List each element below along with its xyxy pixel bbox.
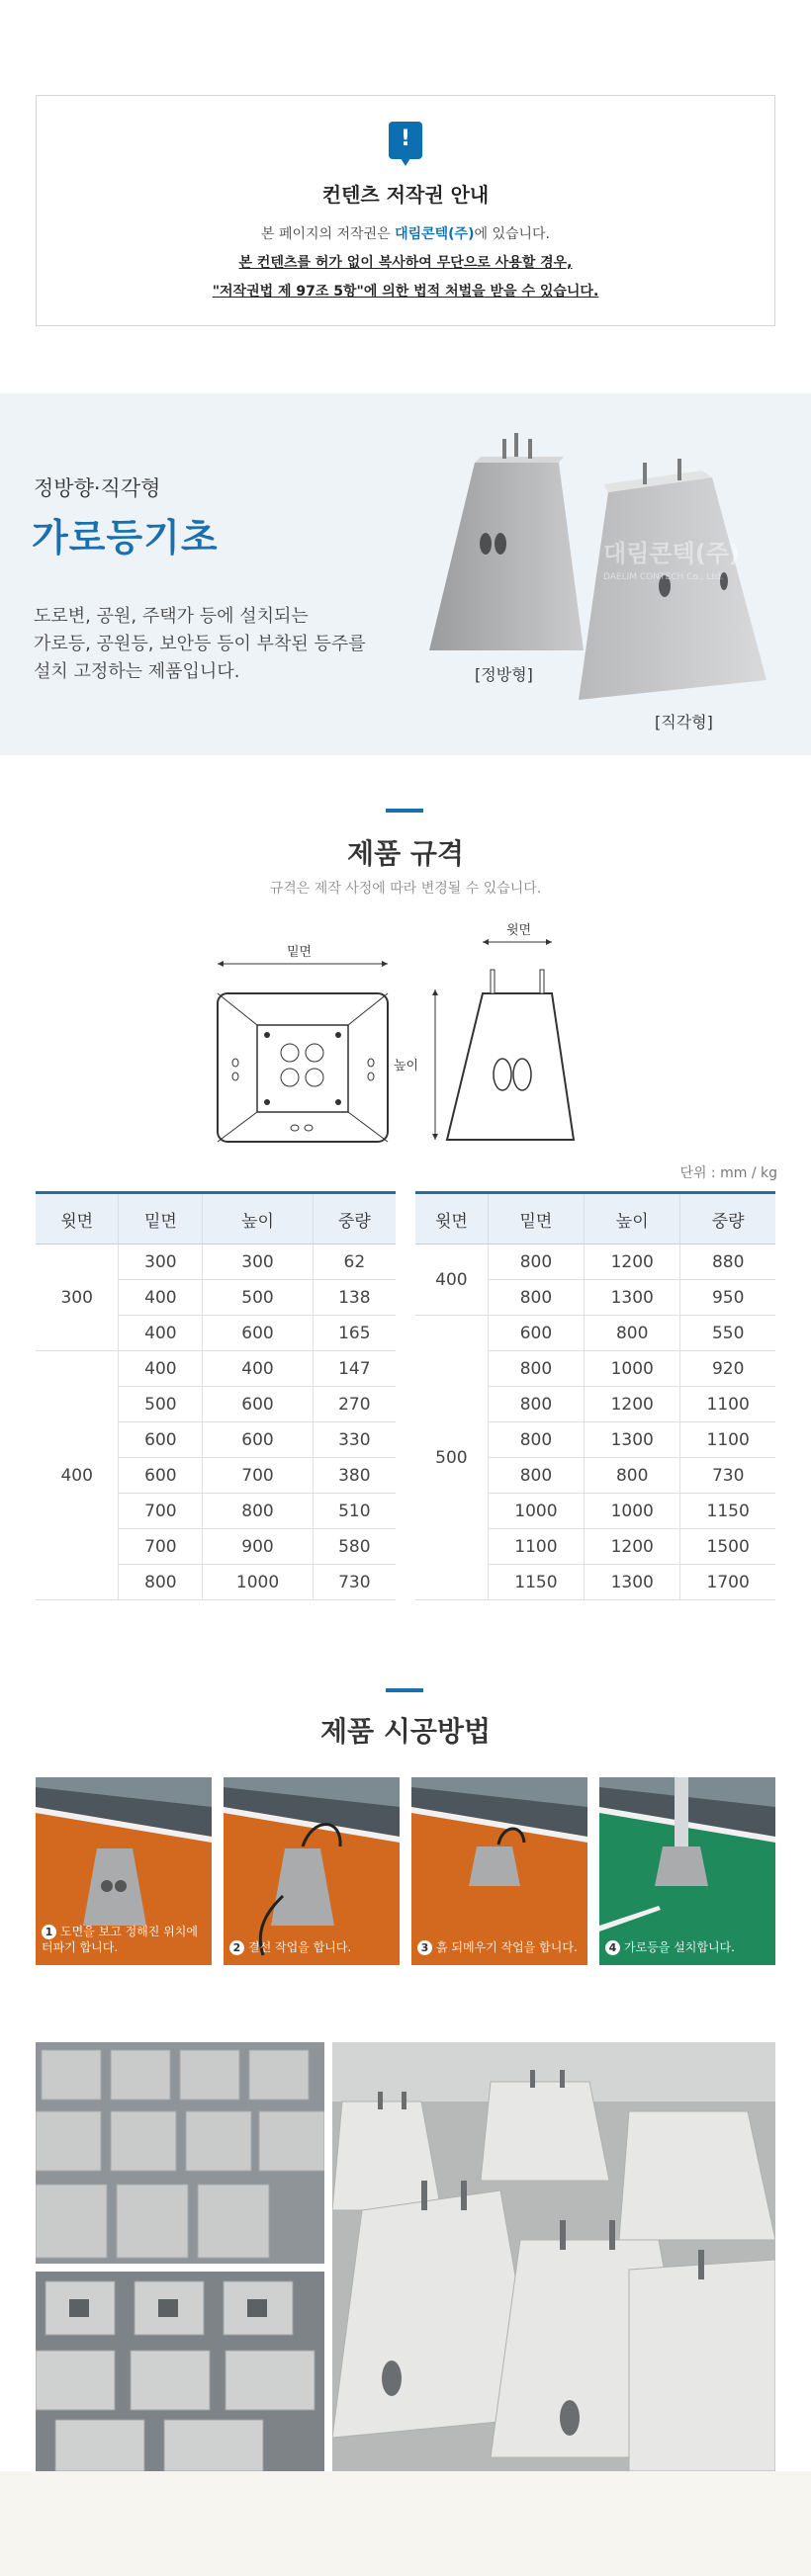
top-size-cell: 500 (415, 1316, 488, 1600)
table-cell: 700 (119, 1529, 203, 1565)
watermark-text: 대림콘텍(주) (603, 540, 740, 567)
table-cell: 1100 (680, 1387, 775, 1422)
table-cell: 138 (313, 1280, 396, 1316)
photo-1-image (36, 2042, 324, 2264)
spec-table-right (415, 1191, 775, 1600)
table-header-cell: 높이 (585, 1193, 680, 1245)
table-row (36, 1351, 396, 1387)
step-text: 결선 작업을 합니다. (248, 1940, 352, 1954)
table-cell: 1300 (585, 1280, 680, 1316)
step-2-image (224, 1777, 400, 1965)
table-header-cell: 높이 (203, 1193, 313, 1245)
table-cell: 1200 (585, 1387, 680, 1422)
notice-title: 컨텐츠 저작권 안내 (321, 183, 490, 207)
top-size-cell: 400 (415, 1245, 488, 1316)
table-cell: 600 (203, 1387, 313, 1422)
table-cell: 800 (488, 1280, 584, 1316)
foundation-product-image (415, 433, 791, 739)
table-cell: 1000 (488, 1494, 584, 1529)
table-cell: 700 (203, 1458, 313, 1494)
table-cell: 920 (680, 1351, 775, 1387)
table-cell: 800 (585, 1458, 680, 1494)
table-cell: 1700 (680, 1565, 775, 1600)
product-intro (0, 393, 811, 755)
notice-line-1 (37, 223, 774, 243)
install-steps (36, 1777, 775, 1965)
table-cell: 880 (680, 1245, 775, 1280)
spec-table-left (36, 1191, 396, 1600)
section-accent-bar (386, 809, 423, 813)
table-cell: 1150 (680, 1494, 775, 1529)
step-3-image (411, 1777, 587, 1965)
step-4-image (599, 1777, 775, 1965)
install-step-2 (224, 1777, 400, 1965)
table-cell: 700 (119, 1494, 203, 1529)
table-header-cell: 중량 (680, 1193, 775, 1245)
table-cell: 600 (488, 1316, 584, 1351)
product-photo-3 (332, 2042, 775, 2471)
install-title: 제품 시공방법 (319, 1715, 492, 1748)
notice-line-2: 본 컨텐츠를 허가 없이 복사하여 무단으로 사용할 경우, (238, 255, 573, 271)
table-cell: 580 (313, 1529, 396, 1565)
table-cell: 1300 (585, 1422, 680, 1458)
install-step-1 (36, 1777, 212, 1965)
intro-desc-line: 가로등, 공원등, 보안등 등이 부착된 등주를 (34, 634, 366, 654)
caption-square: [정방형] (475, 665, 533, 684)
table-header-cell: 중량 (313, 1193, 396, 1245)
table-row (36, 1245, 396, 1280)
table-cell: 400 (119, 1316, 203, 1351)
table-cell: 1000 (585, 1351, 680, 1387)
table-cell: 147 (313, 1351, 396, 1387)
install-step-3 (411, 1777, 587, 1965)
table-cell: 800 (585, 1316, 680, 1351)
table-cell: 900 (203, 1529, 313, 1565)
table-cell: 800 (203, 1494, 313, 1529)
table-cell: 800 (488, 1422, 584, 1458)
notice-line-1-suffix: 에 있습니다. (474, 226, 551, 242)
table-cell: 330 (313, 1422, 396, 1458)
caption-right-angle: [직각형] (655, 713, 713, 731)
diagram-top-label: 윗면 (506, 923, 532, 938)
step-number: 1 (42, 1925, 56, 1939)
table-cell: 500 (203, 1280, 313, 1316)
intro-desc-line: 도로변, 공원, 주택가 등에 설치되는 (34, 606, 309, 627)
step-text: 도면을 보고 정해진 위치에 터파기 합니다. (42, 1925, 198, 1954)
table-header-row (36, 1193, 396, 1245)
step-number: 2 (229, 1940, 244, 1955)
table-cell: 800 (488, 1245, 584, 1280)
table-cell: 600 (119, 1422, 203, 1458)
spec-title: 제품 규격 (347, 837, 464, 870)
table-cell: 550 (680, 1316, 775, 1351)
table-cell: 950 (680, 1280, 775, 1316)
table-row (415, 1316, 775, 1351)
top-size-cell: 400 (36, 1351, 119, 1600)
table-cell: 165 (313, 1316, 396, 1351)
step-number: 4 (605, 1940, 620, 1955)
table-cell: 1000 (585, 1494, 680, 1529)
diagram-bottom-label: 밑면 (287, 945, 313, 960)
table-cell: 62 (313, 1245, 396, 1280)
table-cell: 800 (119, 1565, 203, 1600)
page-footer (0, 2471, 811, 2576)
intro-description (34, 603, 409, 686)
table-cell: 1200 (585, 1245, 680, 1280)
step-caption (229, 1939, 394, 1955)
table-cell: 1150 (488, 1565, 584, 1600)
intro-title: 가로등기초 (32, 516, 219, 559)
photo-2-image (36, 2272, 324, 2471)
table-cell: 1100 (488, 1529, 584, 1565)
table-cell: 800 (488, 1387, 584, 1422)
photo-3-image (332, 2042, 775, 2471)
table-cell: 600 (203, 1316, 313, 1351)
watermark-text-en: DAELIM CONTECH Co., Ltd. (603, 572, 724, 582)
table-cell: 400 (203, 1351, 313, 1387)
table-row (415, 1245, 775, 1280)
notice-line-3: "저작권법 제 97조 5항"에 의한 법적 처벌을 받을 수 있습니다. (212, 284, 599, 300)
step-number: 3 (417, 1940, 432, 1955)
table-header-cell: 윗면 (415, 1193, 488, 1245)
table-cell: 400 (119, 1351, 203, 1387)
table-cell: 1300 (585, 1565, 680, 1600)
spec-description: 규격은 제작 사정에 따라 변경될 수 있습니다. (269, 881, 542, 897)
table-cell: 500 (119, 1387, 203, 1422)
intro-desc-line: 설치 고정하는 제품입니다. (34, 661, 240, 682)
install-step-4 (599, 1777, 775, 1965)
product-photo-2 (36, 2272, 324, 2471)
notice-company: 대림콘텍(주) (395, 226, 475, 242)
exclamation-icon: ! (389, 122, 422, 159)
table-cell: 800 (488, 1458, 584, 1494)
table-cell: 730 (313, 1565, 396, 1600)
copyright-notice (36, 95, 775, 326)
table-cell: 510 (313, 1494, 396, 1529)
table-cell: 800 (488, 1351, 584, 1387)
notice-line-1-prefix: 본 페이지의 저작권은 (260, 226, 396, 242)
table-cell: 300 (203, 1245, 313, 1280)
table-cell: 300 (119, 1245, 203, 1280)
table-cell: 1100 (680, 1422, 775, 1458)
top-size-cell: 300 (36, 1245, 119, 1351)
table-cell: 270 (313, 1387, 396, 1422)
intro-subtitle: 정방향·직각형 (34, 476, 161, 500)
table-cell: 730 (680, 1458, 775, 1494)
unit-label: 단위 : mm / kg (679, 1165, 777, 1181)
step-text: 흙 되메우기 작업을 합니다. (436, 1940, 578, 1954)
step-text: 가로등을 설치합니다. (624, 1940, 735, 1954)
step-caption (417, 1939, 582, 1955)
table-header-row (415, 1193, 775, 1245)
table-cell: 1200 (585, 1529, 680, 1565)
step-caption (605, 1939, 769, 1955)
table-header-cell: 윗면 (36, 1193, 119, 1245)
table-cell: 380 (313, 1458, 396, 1494)
section-accent-bar (386, 1688, 423, 1692)
step-caption (42, 1924, 206, 1955)
table-header-cell: 밑면 (488, 1193, 584, 1245)
product-photo-1 (36, 2042, 324, 2264)
diagram-height-label: 높이 (394, 1059, 419, 1073)
table-cell: 600 (203, 1422, 313, 1458)
table-header-cell: 밑면 (119, 1193, 203, 1245)
dimension-diagram (198, 914, 613, 1152)
table-cell: 1000 (203, 1565, 313, 1600)
table-cell: 600 (119, 1458, 203, 1494)
table-cell: 1500 (680, 1529, 775, 1565)
table-cell: 400 (119, 1280, 203, 1316)
